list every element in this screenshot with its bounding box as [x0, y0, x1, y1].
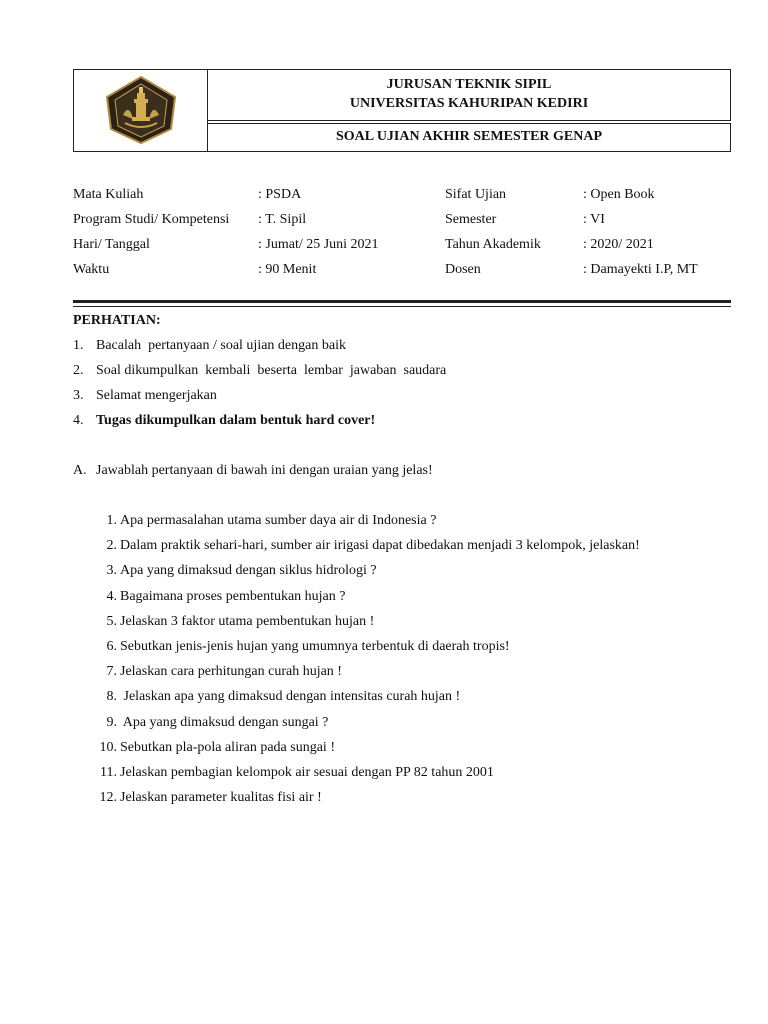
- info-left-value-3: : Jumat/ 25 Juni 2021: [258, 237, 379, 252]
- notice-title: PERHATIAN:: [73, 313, 161, 328]
- notice-item-1-num: 1.: [73, 338, 84, 353]
- info-left-label-2: Program Studi/ Kompetensi: [73, 212, 230, 227]
- info-right-value-3: : 2020/ 2021: [583, 237, 654, 252]
- question-text: Sebutkan pla-pola aliran pada sungai !: [120, 740, 335, 755]
- info-right-label-3: Tahun Akademik: [445, 237, 541, 252]
- question-text: Jelaskan pembagian kelompok air sesuai dengan PP 82 tahun 2001: [120, 765, 494, 780]
- notice-item-2-num: 2.: [73, 363, 84, 378]
- header-title-cell: [207, 69, 731, 121]
- info-right-value-2: : VI: [583, 212, 605, 227]
- notice-item-2-text: Soal dikumpulkan kembali beserta lembar jawaban saudara: [96, 363, 447, 378]
- notice-item-1-text: Bacalah pertanyaan / soal ujian dengan baik: [96, 338, 346, 353]
- info-left-label-1: Mata Kuliah: [73, 187, 144, 202]
- question-text: Jelaskan parameter kualitas fisi air !: [120, 790, 322, 805]
- question-text: Apa permasalahan utama sumber daya air di Indonesia ?: [120, 513, 437, 528]
- info-right-label-4: Dosen: [445, 262, 481, 277]
- department-title: JURUSAN TEKNIK SIPIL: [386, 77, 552, 92]
- question-number: 1.: [106, 513, 117, 528]
- question-text: Jelaskan apa yang dimaksud dengan intensitas curah hujan !: [120, 689, 461, 704]
- separator-thick: [73, 300, 731, 303]
- info-left-value-2: : T. Sipil: [258, 212, 307, 227]
- info-right-label-2: Semester: [445, 212, 497, 227]
- question-number: 5.: [106, 614, 117, 629]
- question-text: Jelaskan 3 faktor utama pembentukan hujan !: [120, 614, 375, 629]
- question-number: 12.: [99, 790, 117, 805]
- separator-thin: [73, 306, 731, 307]
- info-right-value-1: : Open Book: [583, 187, 655, 202]
- question-number: 3.: [106, 563, 117, 578]
- notice-item-3-num: 3.: [73, 388, 84, 403]
- question-text: Apa yang dimaksud dengan sungai ?: [120, 715, 329, 730]
- question-text: Jelaskan cara perhitungan curah hujan !: [120, 664, 342, 679]
- question-text: Dalam praktik sehari-hari, sumber air irigasi dapat dibedakan menjadi 3 kelompok, jelaskan!: [120, 538, 640, 553]
- info-right-label-1: Sifat Ujian: [445, 187, 507, 202]
- question-number: 9.: [106, 715, 117, 730]
- info-left-label-3: Hari/ Tanggal: [73, 237, 150, 252]
- question-text: Bagaimana proses pembentukan hujan ?: [120, 589, 346, 604]
- notice-item-4-text: Tugas dikumpulkan dalam bentuk hard cover!: [96, 413, 376, 428]
- question-number: 7.: [106, 664, 117, 679]
- question-number: 8.: [106, 689, 117, 704]
- info-left-value-1: : PSDA: [258, 187, 302, 202]
- exam-title: SOAL UJIAN AKHIR SEMESTER GENAP: [335, 129, 603, 144]
- university-logo: [103, 75, 179, 145]
- question-number: 6.: [106, 639, 117, 654]
- notice-item-3-text: Selamat mengerjakan: [96, 388, 217, 403]
- question-text: Apa yang dimaksud dengan siklus hidrologi ?: [120, 563, 377, 578]
- info-right-value-4: : Damayekti I.P, MT: [583, 262, 698, 277]
- university-title: UNIVERSITAS KAHURIPAN KEDIRI: [349, 96, 589, 111]
- section-a-marker: A.: [73, 463, 87, 478]
- info-left-value-4: : 90 Menit: [258, 262, 317, 277]
- header-exam-cell: [207, 123, 731, 152]
- info-left-label-4: Waktu: [73, 262, 110, 277]
- question-number: 11.: [100, 765, 117, 780]
- question-text: Sebutkan jenis-jenis hujan yang umumnya terbentuk di daerah tropis!: [120, 639, 510, 654]
- section-a-instruction: Jawablah pertanyaan di bawah ini dengan uraian yang jelas!: [96, 463, 433, 478]
- question-number: 10.: [99, 740, 117, 755]
- question-number: 4.: [106, 589, 117, 604]
- question-number: 2.: [106, 538, 117, 553]
- notice-item-4-num: 4.: [73, 413, 84, 428]
